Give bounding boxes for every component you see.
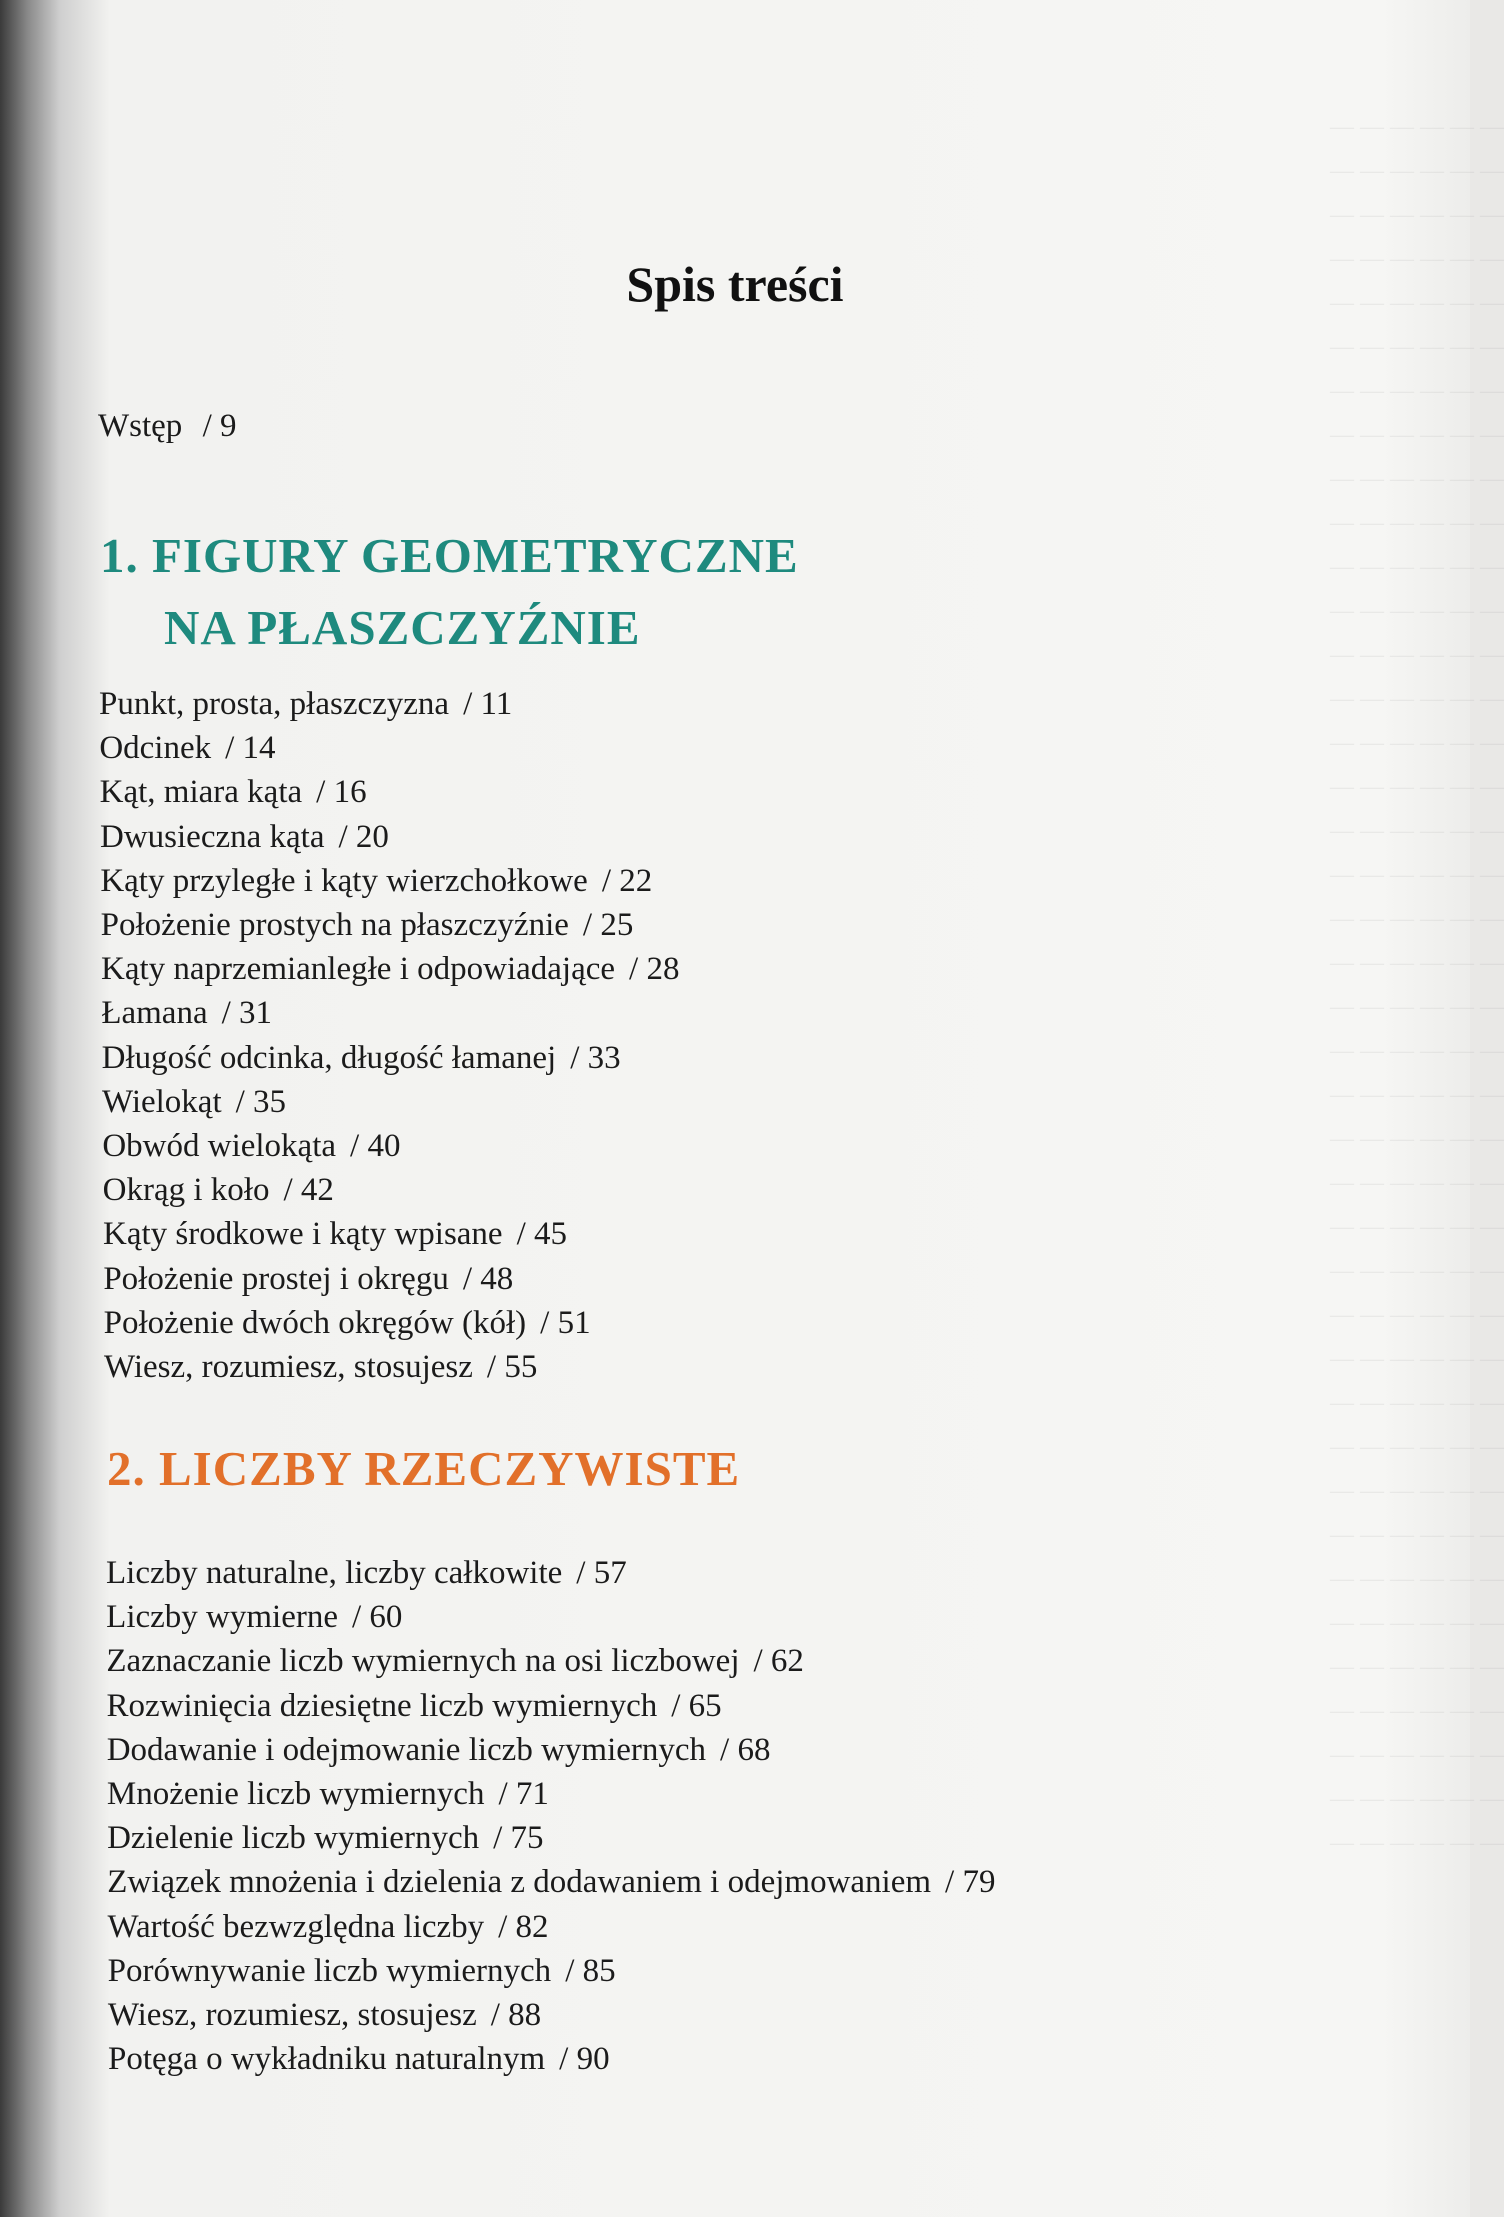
toc-entry-title: Okrąg i koło bbox=[102, 1172, 270, 1209]
toc-entry-page: / 20 bbox=[338, 819, 388, 855]
toc-entry-title: Dodawanie i odejmowanie liczb wymiernych bbox=[106, 1731, 707, 1768]
toc-entry bbox=[104, 1349, 537, 1386]
toc-entry-page: / 82 bbox=[498, 1909, 548, 1945]
page-title: Spis treści bbox=[626, 256, 844, 312]
toc-entry bbox=[99, 686, 512, 723]
toc-entry-title: Długość odcinka, długość łamanej bbox=[101, 1039, 557, 1076]
chapter-number: 1. bbox=[100, 528, 139, 583]
toc-entry-page: / 55 bbox=[487, 1349, 537, 1385]
toc-entry bbox=[108, 2041, 610, 2078]
toc-entry bbox=[106, 1643, 804, 1680]
toc-entry bbox=[107, 1820, 543, 1857]
toc-entry-page: / 9 bbox=[202, 408, 237, 444]
toc-entry-title: Wstęp bbox=[98, 408, 183, 444]
toc-entry-page: / 31 bbox=[222, 995, 272, 1031]
toc-entry bbox=[103, 1216, 567, 1253]
toc-entry-intro bbox=[98, 408, 236, 445]
toc-entry-page: / 88 bbox=[491, 1997, 541, 2033]
toc-entry-title: Położenie prostych na płaszczyźnie bbox=[100, 907, 569, 943]
toc-entry-page: / 28 bbox=[629, 951, 679, 987]
toc-entry-page: / 35 bbox=[236, 1084, 286, 1120]
toc-entry-title: Mnożenie liczb wymiernych bbox=[106, 1776, 485, 1812]
toc-entry-title: Punkt, prosta, płaszczyzna bbox=[99, 686, 450, 722]
toc-entry-page: / 48 bbox=[463, 1261, 513, 1297]
toc-entry-page: / 68 bbox=[720, 1732, 770, 1768]
toc-entry-title: Wielokąt bbox=[102, 1083, 222, 1120]
chapter-title: LICZBY RZECZYWISTE bbox=[159, 1441, 741, 1496]
toc-entry-title: Położenie dwóch okręgów (kół) bbox=[103, 1304, 527, 1341]
toc-entry-title: Zaznaczanie liczb wymiernych na osi liczbowej bbox=[106, 1643, 740, 1680]
toc-entry-title: Kąty naprzemianległe i odpowiadające bbox=[101, 951, 616, 988]
toc-entry-title: Odcinek bbox=[99, 730, 212, 767]
toc-entry-title: Położenie prostej i okręgu bbox=[103, 1260, 449, 1297]
toc-entry-page: / 16 bbox=[316, 774, 366, 810]
toc-entry bbox=[99, 730, 275, 767]
toc-entry bbox=[107, 1688, 722, 1725]
toc-entry bbox=[107, 1776, 549, 1813]
toc-entry-title: Związek mnożenia i dzielenia z dodawaniem i odejmowaniem bbox=[107, 1864, 932, 1901]
toc-entry-title: Dzielenie liczb wymiernych bbox=[107, 1820, 480, 1857]
toc-entry bbox=[107, 1732, 771, 1769]
toc-entry-page: / 65 bbox=[671, 1688, 721, 1724]
toc-entry bbox=[104, 1305, 591, 1342]
toc-entry-page: / 11 bbox=[463, 686, 512, 722]
toc-entry-title: Potęga o wykładniku naturalnym bbox=[108, 2041, 546, 2078]
toc-entry-title: Kąty przyległe i kąty wierzchołkowe bbox=[100, 862, 588, 899]
toc-entry bbox=[102, 1084, 286, 1121]
toc-entry-title: Liczby naturalne, liczby całkowite bbox=[106, 1555, 563, 1591]
toc-entry-page: / 33 bbox=[570, 1040, 620, 1076]
toc-entry-title: Łamana bbox=[101, 995, 208, 1032]
toc-entry-title: Kąty środkowe i kąty wpisane bbox=[103, 1216, 503, 1253]
chapter-1-heading bbox=[100, 520, 799, 664]
toc-entry bbox=[102, 1040, 621, 1077]
toc-entry-page: / 85 bbox=[565, 1953, 615, 1989]
toc-entry-page: / 71 bbox=[498, 1776, 548, 1812]
chapter-title: FIGURY GEOMETRYCZNE bbox=[152, 528, 799, 583]
toc-entry-title: Wiesz, rozumiesz, stosujesz bbox=[104, 1349, 473, 1385]
toc-entry bbox=[103, 1261, 513, 1298]
toc-entry bbox=[108, 1953, 616, 1990]
toc-entry-title: Liczby wymierne bbox=[106, 1599, 338, 1636]
toc-entry bbox=[107, 1909, 548, 1946]
toc-entry-title: Rozwinięcia dziesiętne liczb wymiernych bbox=[106, 1687, 658, 1724]
toc-entry-page: / 57 bbox=[576, 1555, 626, 1591]
toc-entry-title: Porównywanie liczb wymiernych bbox=[107, 1952, 552, 1989]
toc-entry bbox=[103, 1172, 334, 1209]
toc-entry-page: / 79 bbox=[945, 1864, 995, 1900]
toc-entry bbox=[100, 774, 367, 811]
toc-entry bbox=[102, 1128, 400, 1165]
toc-entry-title: Wartość bezwzględna liczby bbox=[107, 1908, 485, 1945]
chapter-2-heading bbox=[107, 1440, 740, 1497]
bleed-through-text: — — — — — — — — — — — — — — — — — — — — — — — — — — — — — — — — — — — — — — — — — — — — — — — — — — — — — — — — — — — — — — — — — — — — — — — — — — — — — — — — — — — — — — — — — — — — — — — — — — — — — — — — — — — — — — — — — — — — — — — — — — — — — — — — — — — — — — — — — — — — — — — — — — — — — — — — — — — — — — — — — — — — — — — — — — — — — — — — — — — — — — — — — — — — — — — — — — — — — — — — — — — — — — — — — — — — — — — — — — — — — — — — — — — — — — — — — — — — — — — — bbox=[1330, 114, 1504, 1856]
toc-entry-page: / 60 bbox=[352, 1599, 402, 1635]
toc-entry-page: / 14 bbox=[225, 730, 275, 766]
chapter-number: 2. bbox=[107, 1441, 146, 1496]
toc-entry-title: Obwód wielokąta bbox=[102, 1128, 337, 1164]
toc-entry-title: Dwusieczna kąta bbox=[100, 818, 325, 855]
chapter-title-line2: NA PŁASZCZYŹNIE bbox=[164, 600, 641, 655]
toc-entry bbox=[101, 995, 272, 1032]
toc-entry-title: Wiesz, rozumiesz, stosujesz bbox=[107, 1997, 477, 2033]
toc-entry bbox=[100, 819, 389, 856]
toc-entry-page: / 45 bbox=[517, 1216, 567, 1252]
toc-entry bbox=[101, 907, 634, 944]
toc-entry-title: Kąt, miara kąta bbox=[99, 774, 303, 811]
toc-entry-page: / 25 bbox=[583, 907, 633, 943]
toc-entry bbox=[100, 863, 652, 900]
toc-entry-page: / 90 bbox=[559, 2041, 609, 2077]
toc-entry-page: / 62 bbox=[753, 1643, 803, 1679]
toc-entry-page: / 22 bbox=[602, 863, 652, 899]
toc-entry bbox=[101, 951, 679, 988]
toc-entry-page: / 42 bbox=[283, 1172, 333, 1208]
toc-entry-page: / 51 bbox=[540, 1305, 590, 1341]
toc-entry bbox=[107, 1864, 995, 1901]
toc-entry bbox=[108, 1997, 541, 2034]
toc-entry bbox=[106, 1599, 402, 1636]
toc-entry-page: / 75 bbox=[493, 1820, 543, 1856]
toc-entry bbox=[106, 1555, 627, 1592]
toc-entry-page: / 40 bbox=[350, 1128, 400, 1164]
